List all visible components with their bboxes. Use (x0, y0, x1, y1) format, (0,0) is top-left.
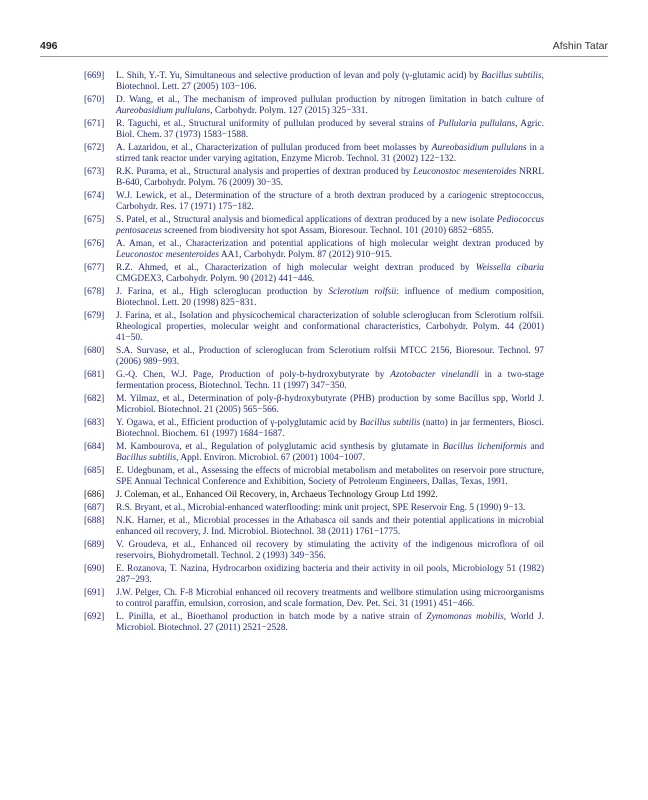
species-name: Weissella cibaria (475, 263, 544, 273)
reference-number: [682] (84, 394, 105, 405)
reference-entry (84, 263, 544, 285)
reference-entry (84, 503, 544, 514)
reference-entry (84, 287, 544, 309)
reference-entry (84, 370, 544, 392)
reference-text: screened from biodiversity hot spot Assam, Bioresour. Technol. 101 (2010) 6852−6855. (161, 226, 494, 237)
reference-number: [671] (84, 119, 105, 129)
species-name: Bacillus subtilis (359, 418, 421, 429)
reference-entry (84, 540, 544, 562)
reference-text: AA1, Carbohydr. Polym. 87 (2012) 910−915. (219, 250, 393, 261)
reference-number: [678] (84, 287, 105, 297)
reference-entry (84, 143, 544, 165)
species-name: Aureobasidium pullulans (116, 106, 211, 117)
reference-number: [677] (84, 263, 105, 273)
reference-text: E. Udegbunam, et al., Assessing the effects of microbial metabolism and metabolites on reservoir pore structure, SPE Annual Technical Conference and Exhibition, Society of Petroleum Engineers, Dallas, Texas, 1991. (116, 466, 544, 488)
reference-text: Y. Ogawa, et al., Efficient production of γ-polyglutamic acid by (116, 418, 360, 429)
reference-text: and (526, 442, 545, 453)
reference-entry (84, 119, 544, 141)
reference-entry (84, 191, 544, 213)
reference-entry (84, 490, 544, 501)
reference-text: (natto) in jar fermenters, Biosci. Biotechnol. Biochem. 61 (1997) 1684−1687. (116, 418, 544, 440)
reference-entry (84, 394, 544, 416)
reference-text: R. Taguchi, et al., Structural uniformity of pullulan produced by several strains of (116, 119, 439, 129)
reference-entry (84, 418, 544, 440)
reference-entry (84, 95, 544, 117)
reference-text: in a two-stage fermentation process, Biotechnol. Techn. 11 (1997) 347−350. (116, 370, 545, 392)
reference-entry (84, 167, 544, 189)
reference-number: [690] (84, 563, 105, 574)
reference-number: [688] (84, 515, 105, 526)
reference-number: [675] (84, 215, 105, 225)
species-name: Bacillus licheniformis (442, 442, 527, 453)
reference-text: R.K. Purama, et al., Structural analysis and properties of dextran produced by (116, 167, 414, 177)
reference-text: D. Wang, et al., The mechanism of improved pullulan production by nitrogen limitation in batch culture of (116, 95, 544, 105)
reference-number: [683] (84, 418, 105, 429)
reference-text: in a stirred tank reactor under varying agitation, Enzyme Microb. Technol. 31 (2002) 122−132. (116, 143, 544, 165)
reference-entry (84, 516, 544, 538)
reference-text: J. Coleman, et al., Enhanced Oil Recovery, in, Archaeus Technology Group Ltd 1992. (116, 490, 438, 501)
reference-text: A. Lazaridou, et al., Characterization of pullulan produced from beet molasses by (116, 143, 432, 153)
reference-entry (84, 466, 544, 488)
reference-text: L. Pinilla, et al., Bioethanol production in batch mode by a native strain of (116, 611, 427, 622)
reference-text: , World J. Microbiol. Biotechnol. 27 (2011) 2521−2528. (116, 611, 545, 633)
reference-text: L. Shih, Y.-T. Yu, Simultaneous and selective production of levan and poly (γ-glutamic acid) by (116, 71, 482, 81)
reference-text: V. Groudeva, et al., Enhanced oil recovery by stimulating the activity of the indigenous microflora of oil reservoirs, Biohydrometall. Technol. 2 (1993) 349−356. (116, 539, 544, 561)
reference-number: [686] (84, 490, 105, 501)
reference-entry (84, 71, 544, 93)
species-name: Bacillus subtilis (116, 453, 177, 464)
reference-entry (84, 311, 544, 345)
reference-text: S.A. Survase, et al., Production of scleroglucan from Sclerotium rolfsii MTCC 2156, Bioresour. Technol. 97 (2006) 989−993. (116, 346, 544, 368)
reference-number: [685] (84, 466, 105, 477)
reference-number: [680] (84, 346, 105, 357)
species-name: Zymomonas mobilis (426, 611, 504, 622)
species-name: Leuconostoc mesenteroides (116, 250, 220, 261)
reference-text: A. Aman, et al., Characterization and potential applications of high molecular weight dextran produced by (116, 239, 544, 249)
reference-number: [673] (84, 167, 105, 177)
reference-number: [679] (84, 311, 105, 321)
species-name: Leuconostoc mesenteroides (413, 167, 517, 177)
reference-text: CMGDEX3, Carbohydr. Polym. 90 (2012) 441−446. (116, 274, 315, 285)
reference-text: J. Farina, et al., Isolation and physicochemical characterization of soluble scleroglucan from Sclerotium rolfsii. Rheological properties, molecular weight and conformational characteristics, Carbohydr. Polym. 44 (2001) 41−50. (116, 311, 544, 344)
reference-text: G.-Q. Chen, W.J. Page, Production of poly-b-hydroxybutyrate by (116, 370, 391, 381)
reference-number: [672] (84, 143, 105, 153)
reference-list (84, 71, 544, 636)
species-name: Bacillus subtilis (481, 71, 542, 81)
reference-number: [684] (84, 442, 105, 453)
page-number: 496 (40, 40, 58, 52)
reference-text: M. Kambourova, et al., Regulation of polyglutamic acid synthesis by glutamate in (116, 442, 443, 453)
species-name: Pediococcus pentosaceus (116, 215, 544, 237)
reference-text: : influence of medium composition, Biotechnol. Lett. 20 (1998) 825−831. (116, 287, 545, 309)
reference-number: [676] (84, 239, 105, 249)
reference-text: R.Z. Ahmed, et al., Characterization of high molecular weight dextran produced by (116, 263, 476, 273)
reference-text: J.W. Pelger, Ch. F-8 Microbial enhanced oil recovery treatments and wellbore stimulation using microorganisms to control paraffin, emulsion, corrosion, and scale formation, Dev. Pet. Sci. 31 (1991) 451−466. (116, 587, 544, 609)
reference-entry (84, 239, 544, 261)
reference-entry (84, 215, 544, 237)
reference-text: , Appl. Environ. Microbiol. 67 (2001) 1004−1007. (176, 453, 366, 464)
reference-entry (84, 442, 544, 464)
reference-number: [692] (84, 611, 105, 622)
header-rule (40, 56, 608, 57)
reference-text: NRRL B-640, Carbohydr. Polym. 76 (2009) 30−35. (116, 167, 544, 189)
reference-number: [681] (84, 370, 105, 381)
reference-entry (84, 588, 544, 610)
reference-text: , Agric. Biol. Chem. 37 (1973) 1583−1588. (116, 119, 544, 141)
reference-text: R.S. Bryant, et al., Microbial-enhanced waterflooding: mink unit project, SPE Reservoir Eng. 5 (1990) 9−13. (116, 503, 526, 513)
species-name: Sclerotium rolfsii (328, 287, 397, 297)
reference-text: S. Patel, et al., Structural analysis and biomedical applications of dextran produced by a new isolate (116, 215, 497, 225)
reference-number: [669] (84, 71, 105, 81)
reference-number: [687] (84, 503, 105, 513)
reference-entry (84, 564, 544, 586)
reference-text: M. Yilmaz, et al., Determination of poly-β-hydroxybutyrate (PHB) production by some Bacillus spp, World J. Microbiol. Biotechnol. 21 (2005) 565−566. (116, 394, 544, 416)
reference-number: [670] (84, 95, 105, 105)
reference-text: N.K. Harner, et al., Microbial processes in the Athabasca oil sands and their potential applications in microbial enhanced oil recovery, J. Ind. Microbiol. Biotechnol. 38 (2011) 1761−1775. (116, 515, 544, 537)
reference-text: , Carbohydr. Polym. 127 (2015) 325−331. (210, 106, 368, 117)
reference-text: E. Rozanova, T. Nazina, Hydrocarbon oxidizing bacteria and their activity in oil pools, Microbiology 51 (1982) 287−293. (116, 563, 544, 585)
species-name: Aureobasidium pullulans (431, 143, 527, 153)
running-author: Afshin Tatar (552, 40, 608, 52)
species-name: Azotobacter vinelandii (390, 370, 479, 381)
species-name: Pullularia pullulans (438, 119, 516, 129)
reference-entry (84, 346, 544, 368)
reference-number: [689] (84, 539, 105, 550)
reference-number: [674] (84, 191, 105, 201)
reference-text: , Biotechnol. Lett. 27 (2005) 103−106. (116, 71, 544, 93)
reference-text: W.J. Lewick, et al., Determination of the structure of a broth dextran produced by a cariogenic streptococcus, Carbohydr. Res. 17 (1971) 175−182. (116, 191, 544, 213)
running-header (40, 40, 608, 54)
reference-number: [691] (84, 587, 105, 598)
reference-text: J. Farina, et al., High scleroglucan production by (116, 287, 329, 297)
reference-entry (84, 612, 544, 634)
